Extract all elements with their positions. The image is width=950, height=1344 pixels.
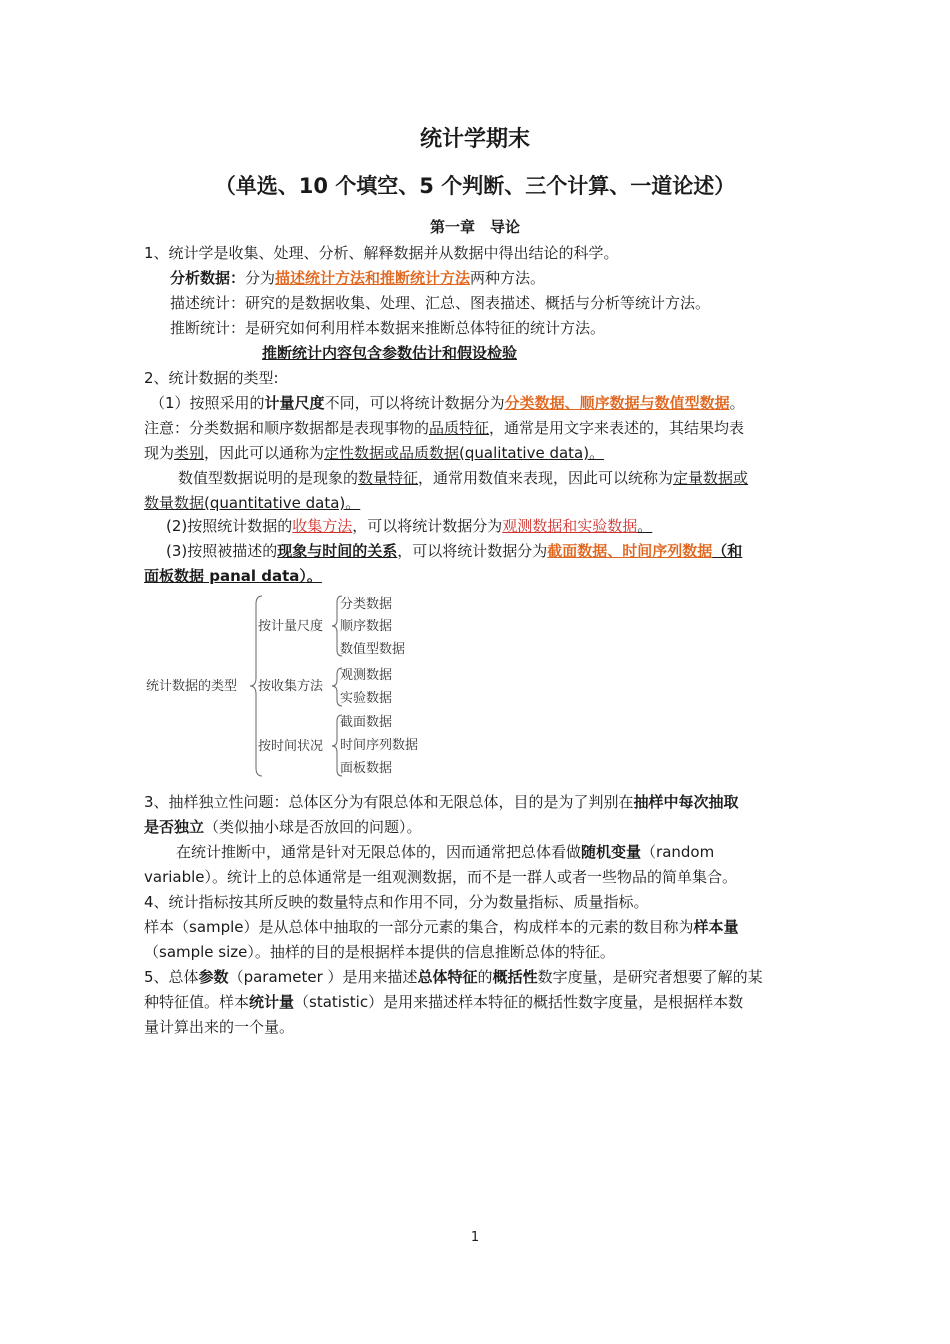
paragraph-time: (3)按照被描述的现象与时间的关系，可以将统计数据分为截面数据、时间序列数据（和 bbox=[166, 542, 743, 560]
paragraph-inferential-content: 推断统计内容包含参数估计和假设检验 bbox=[262, 344, 518, 362]
tree-leaf-cross-section: 截面数据 bbox=[340, 715, 393, 730]
paragraph-descriptive: 描述统计：研究的是数据收集、处理、汇总、图表描述、概括与分析等统计方法。 bbox=[170, 294, 711, 312]
tree-leaf-observational: 观测数据 bbox=[340, 668, 393, 683]
paragraph-note: 注意：分类数据和顺序数据都是表现事物的品质特征，通常是用文字来表述的，其结果均表 bbox=[144, 419, 745, 437]
document-title: 统计学期末 bbox=[419, 127, 530, 152]
paragraph-collection: (2)按照统计数据的收集方法，可以将统计数据分为观测数据和实验数据。 bbox=[166, 517, 653, 535]
tree-group-time: 按时间状况 bbox=[258, 739, 324, 754]
paragraph-statistic: 种特征值。样本统计量（statistic）是用来描述样本特征的概括性数字度量，是根据样本数 bbox=[144, 993, 744, 1011]
tree-leaf-numeric: 数值型数据 bbox=[340, 642, 406, 657]
paragraph-data-types: 2、统计数据的类型: bbox=[144, 369, 279, 387]
paragraph-inferential: 推断统计：是研究如何利用样本数据来推断总体特征的统计方法。 bbox=[170, 319, 606, 337]
tree-group-measurement: 按计量尺度 bbox=[258, 619, 324, 634]
page-number: 1 bbox=[470, 1230, 480, 1245]
paragraph-1: 1、统计学是收集、处理、分析、解释数据并从数据中得出结论的科学。 bbox=[144, 244, 619, 262]
paragraph-time-cont: 面板数据 panal data）。 bbox=[144, 567, 322, 585]
paragraph-analysis: 分析数据：分为描述统计方法和推断统计方法两种方法。 bbox=[170, 269, 546, 287]
paragraph-statistic-cont: 量计算出来的一个量。 bbox=[144, 1018, 295, 1036]
tree-root: 统计数据的类型 bbox=[146, 679, 238, 694]
paragraph-note-cont: 现为类别，因此可以通称为定性数据或品质数据(qualitative data)。 bbox=[144, 444, 605, 462]
document-subtitle: （单选、10 个填空、5 个判断、三个计算、一道论述） bbox=[214, 174, 736, 198]
paragraph-numeric-cont: 数量数据(quantitative data)。 bbox=[144, 494, 361, 512]
paragraph-parameter: 5、总体参数（parameter ）是用来描述总体特征的概括性数字度量，是研究者想要了解的某 bbox=[144, 968, 763, 986]
tree-group-collection: 按收集方法 bbox=[258, 679, 324, 694]
tree-leaf-categorical: 分类数据 bbox=[340, 597, 393, 612]
paragraph-numeric: 数值型数据说明的是现象的数量特征，通常用数值来表现，因此可以统称为定量数据或 bbox=[178, 469, 749, 487]
tree-leaf-experimental: 实验数据 bbox=[340, 691, 393, 706]
paragraph-independence-cont: 是否独立（类似抽小球是否放回的问题）。 bbox=[144, 818, 422, 836]
paragraph-measurement: （1）按照采用的计量尺度不同，可以将统计数据分为分类数据、顺序数据与数值型数据。 bbox=[150, 394, 745, 412]
paragraph-random-variable-cont: variable）。统计上的总体通常是一组观测数据，而不是一群人或者一些物品的简单集合。 bbox=[144, 868, 738, 886]
paragraph-sample: 样本（sample）是从总体中抽取的一部分元素的集合，构成样本的元素的数目称为样本量 bbox=[144, 918, 739, 936]
paragraph-independence: 3、抽样独立性问题：总体区分为有限总体和无限总体，目的是为了判别在抽样中每次抽取 bbox=[144, 793, 739, 811]
tree-leaf-time-series: 时间序列数据 bbox=[340, 738, 419, 753]
chapter-heading: 第一章 导论 bbox=[429, 218, 520, 236]
paragraph-random-variable: 在统计推断中，通常是针对无限总体的，因而通常把总体看做随机变量（random bbox=[176, 843, 715, 861]
paragraph-sample-cont: （sample size）。抽样的目的是根据样本提供的信息推断总体的特征。 bbox=[144, 943, 615, 961]
paragraph-indicators: 4、统计指标按其所反映的数量特点和作用不同，分为数量指标、质量指标。 bbox=[144, 893, 649, 911]
data-type-tree-diagram bbox=[140, 590, 460, 780]
tree-leaf-ordinal: 顺序数据 bbox=[340, 619, 393, 634]
tree-leaf-panel: 面板数据 bbox=[340, 761, 393, 776]
